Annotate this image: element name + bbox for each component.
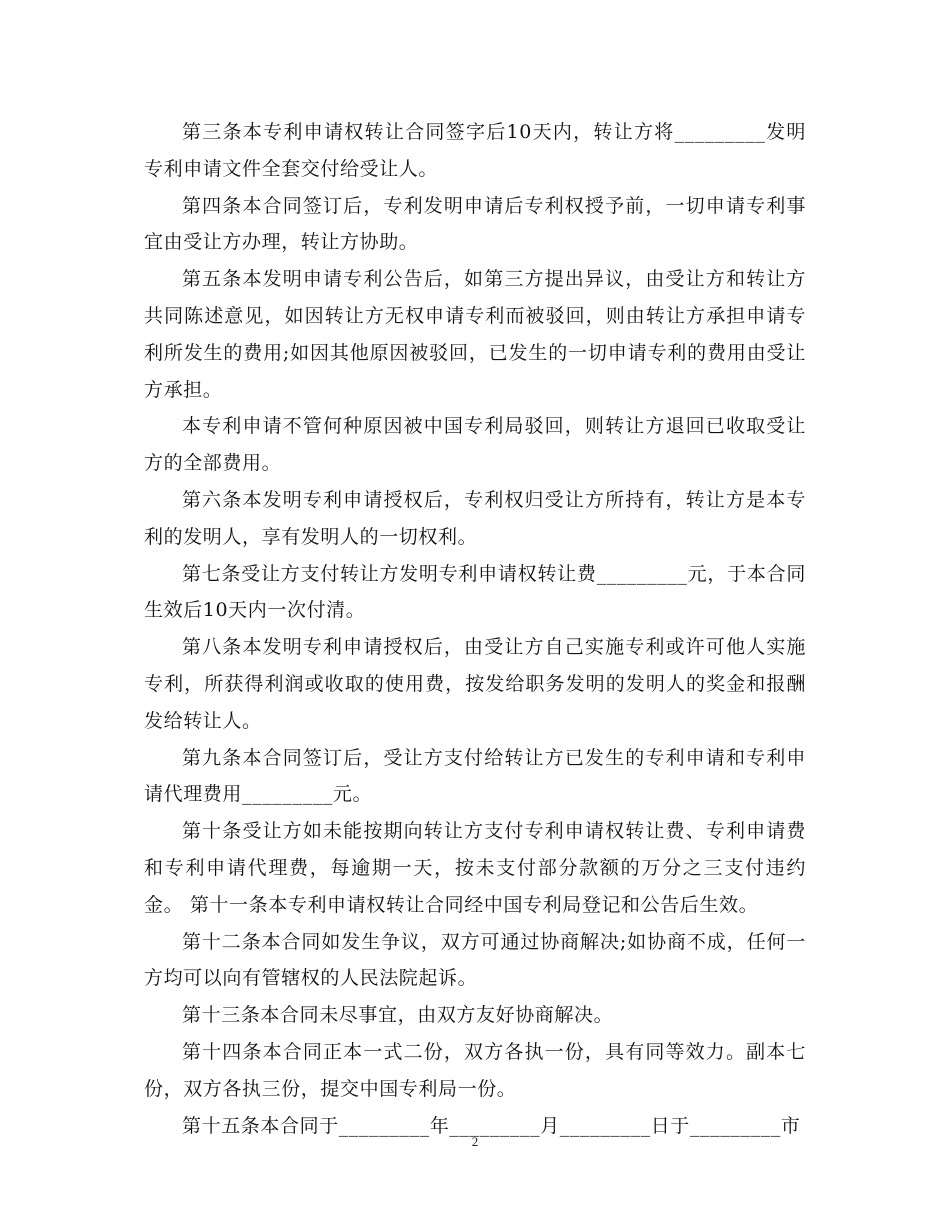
clause-paragraph: 第九条本合同签订后，受让方支付给转让方已发生的专利申请和专利申请代理费用_________元。	[144, 746, 806, 806]
clause-paragraph: 第十四条本合同正本一式二份，双方各执一份，具有同等效力。副本七份，双方各执三份，提交中国专利局一份。	[144, 1040, 806, 1100]
clause-paragraph: 第十二条本合同如发生争议，双方可通过协商解决;如协商不成，任何一方均可以向有管辖权的人民法院起诉。	[144, 930, 806, 990]
clause-paragraph: 第十三条本合同未尽事宜，由双方友好协商解决。	[182, 1004, 614, 1027]
document-body	[144, 114, 806, 1144]
clause-paragraph: 第八条本发明专利申请授权后，由受让方自己实施专利或许可他人实施专利，所获得利润或收取的使用费，按发给职务发明的发明人的奖金和报酬发给转让人。	[144, 636, 806, 732]
clause-paragraph: 本专利申请不管何种原因被中国专利局驳回，则转让方退回已收取受让方的全部费用。	[144, 415, 806, 475]
clause-paragraph: 第六条本发明专利申请授权后，专利权归受让方所持有，转让方是本专利的发明人，享有发明人的一切权利。	[144, 488, 806, 548]
clause-paragraph: 第十条受让方如未能按期向转让方支付专利申请权转让费、专利申请费和专利申请代理费，每逾期一天，按未支付部分款额的万分之三支付违约金。 第十一条本专利申请权转让合同经中国专利局登记和公告后生效。	[144, 820, 806, 916]
page-number: 2	[471, 1134, 479, 1149]
clause-paragraph: 第五条本发明申请专利公告后，如第三方提出异议，由受让方和转让方共同陈述意见，如因转让方无权申请专利而被驳回，则由转让方承担申请专利所发生的费用;如因其他原因被驳回，已发生的一切申请专利的费用由受让方承担。	[144, 268, 806, 401]
clause-paragraph: 第十五条本合同于_________年_________月_________日于_________市	[182, 1114, 801, 1137]
clause-paragraph: 第三条本专利申请权转让合同签字后10天内，转让方将_________发明专利申请文件全套交付给受让人。	[144, 121, 806, 180]
clause-paragraph: 第七条受让方支付转让方发明专利申请权转让费_________元，于本合同生效后10天内一次付清。	[144, 562, 806, 622]
clause-paragraph: 第四条本合同签订后，专利发明申请后专利权授予前，一切申请专利事宜由受让方办理，转让方协助。	[144, 194, 806, 254]
